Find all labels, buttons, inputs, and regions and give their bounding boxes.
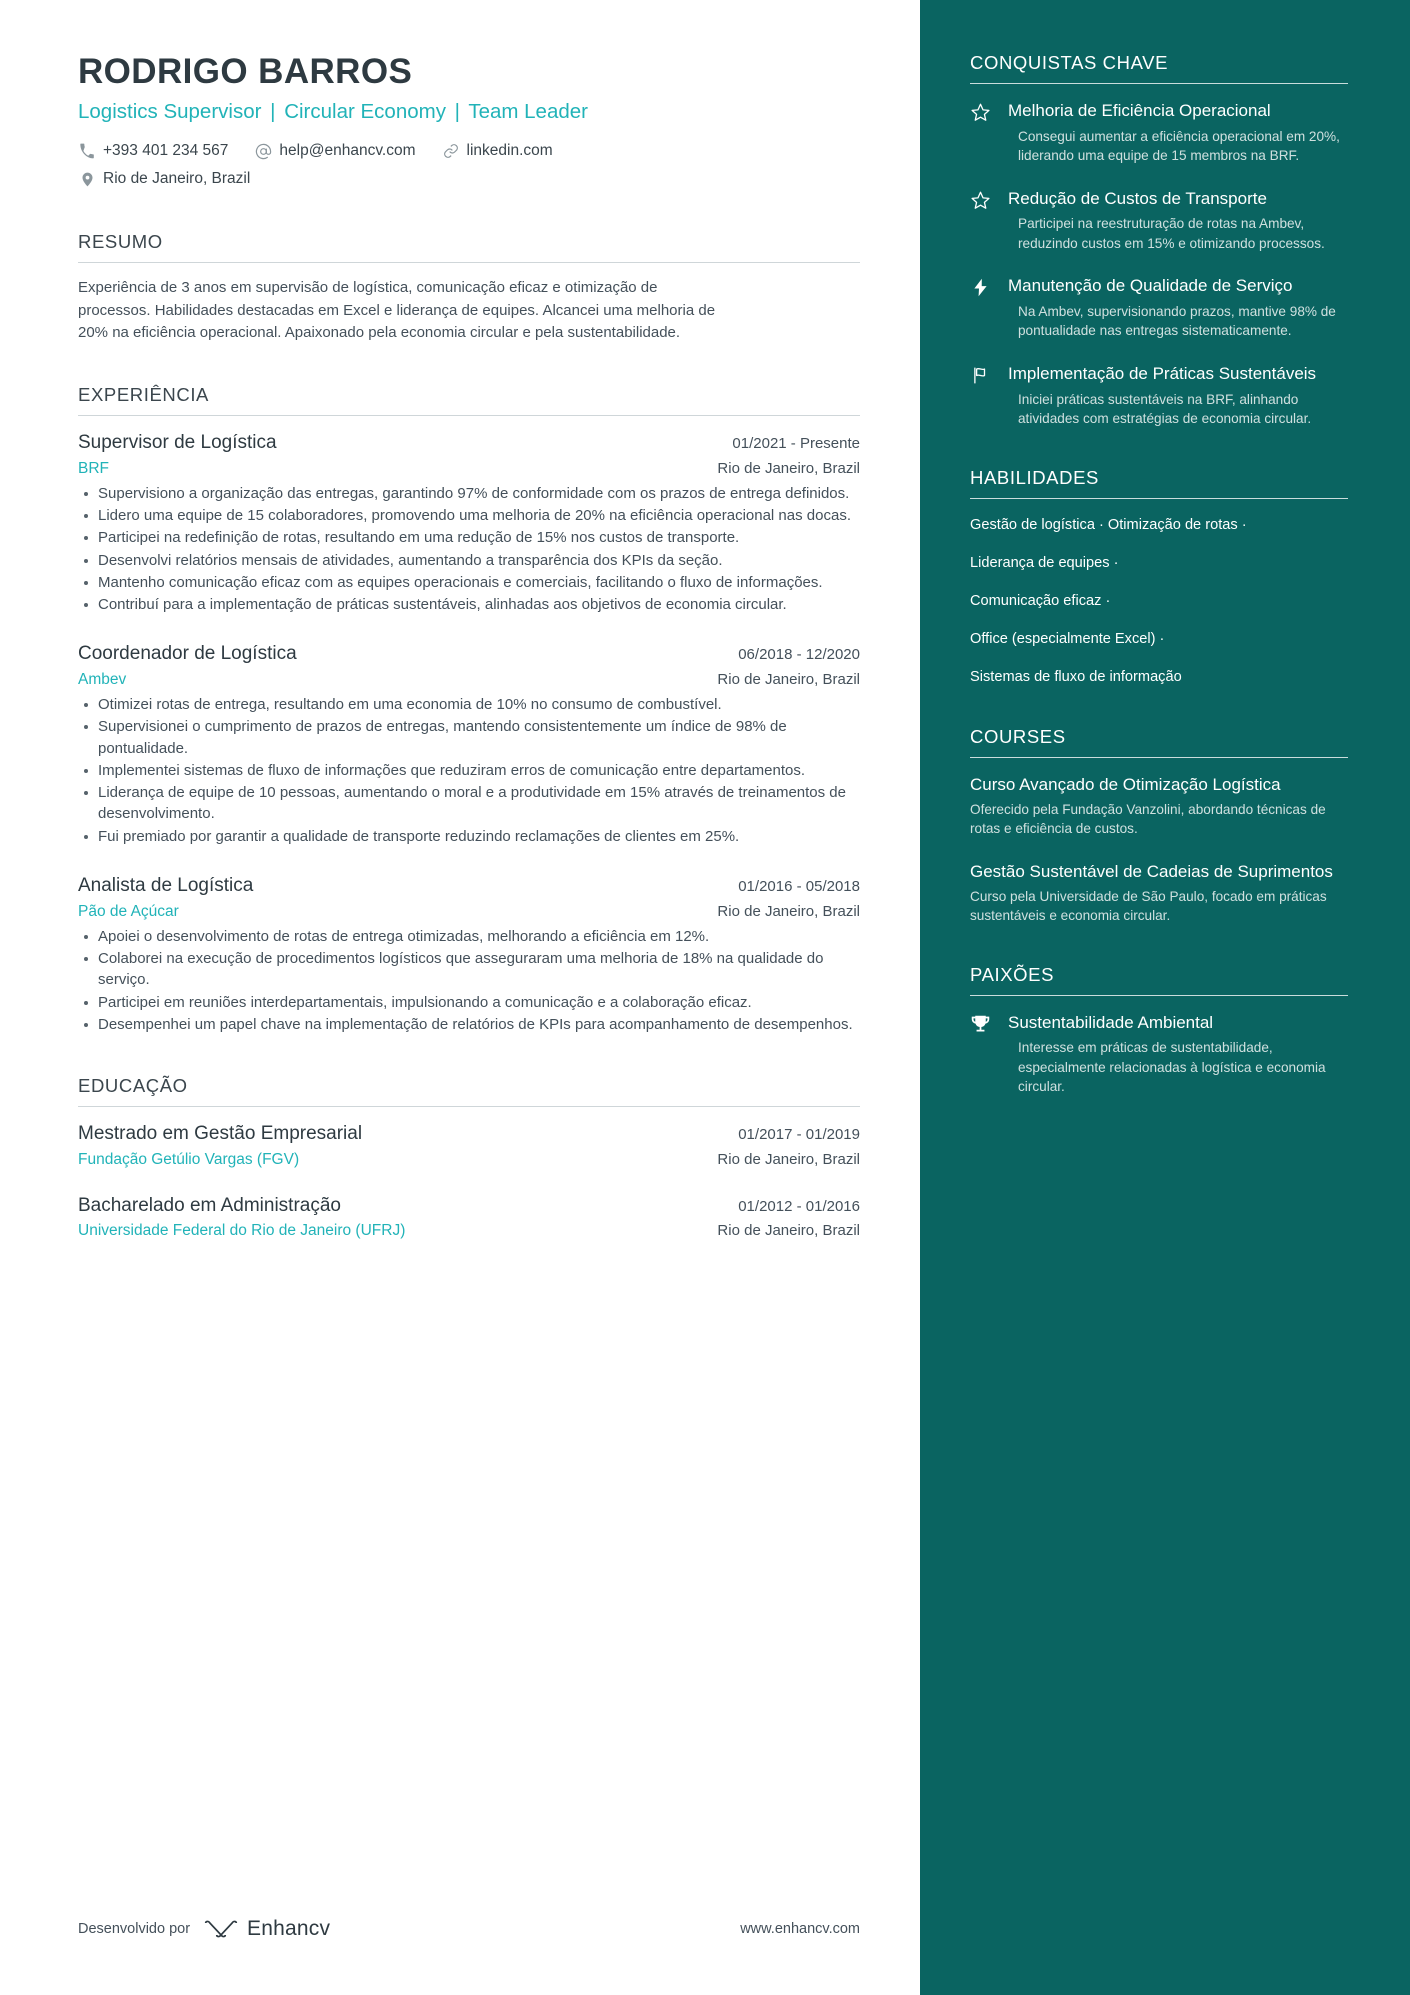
experience-entry xyxy=(78,873,860,1035)
achievement-item xyxy=(970,275,1348,341)
education-entry-header xyxy=(78,1121,860,1148)
achievements-heading: CONQUISTAS CHAVE xyxy=(970,52,1169,73)
experience-entry xyxy=(78,430,860,615)
contact-row-primary xyxy=(78,139,860,164)
passion-description: Interesse em práticas de sustentabilidade, especialmente relacionadas à logística e economia circular. xyxy=(1018,1040,1326,1095)
skill-line: Gestão de logística · Otimização de rotas · xyxy=(970,516,1247,533)
experience-bullet: Supervisiono a organização das entregas, garantindo 97% de conformidade com os prazos de entrega definidos. xyxy=(78,483,860,504)
bolt-icon xyxy=(970,277,996,298)
experience-role: Supervisor de Logística xyxy=(78,432,277,454)
contact-location xyxy=(78,167,250,192)
course-description: Oferecido pela Fundação Vanzolini, abordando técnicas de rotas e eficiência de custos. xyxy=(970,802,1326,837)
achievement-title: Redução de Custos de Transporte xyxy=(1008,188,1267,208)
section-skills xyxy=(970,467,1348,689)
experience-dates: 01/2016 - 05/2018 xyxy=(738,878,860,896)
education-location: Rio de Janeiro, Brazil xyxy=(717,1150,860,1168)
experience-bullet: Desenvolvi relatórios mensais de atividades, aumentando a transparência dos KPIs da seção. xyxy=(78,550,860,571)
experience-bullet: Liderança de equipe de 10 pessoas, aumentando o moral e a produtividade em 15% através de treinamentos de desenvolvimento. xyxy=(78,782,860,825)
education-heading: EDUCAÇÃO xyxy=(78,1075,188,1097)
contact-phone[interactable] xyxy=(78,139,228,164)
experience-dates: 06/2018 - 12/2020 xyxy=(738,646,860,664)
education-entry xyxy=(78,1121,860,1169)
star-icon xyxy=(970,102,996,123)
education-entry-subheader xyxy=(78,1151,860,1169)
section-summary xyxy=(78,231,860,344)
experience-entry xyxy=(78,641,860,847)
achievement-description: Participei na reestruturação de rotas na Ambev, reduzindo custos em 15% e otimizando processos. xyxy=(1018,216,1325,251)
course-title: Gestão Sustentável de Cadeias de Suprimentos xyxy=(970,861,1333,881)
headline xyxy=(78,99,860,125)
skills-divider xyxy=(970,498,1348,499)
achievement-body xyxy=(1008,363,1348,429)
skills-list xyxy=(970,515,1348,689)
course-title: Curso Avançado de Otimização Logística xyxy=(970,775,1281,795)
footer-branding xyxy=(78,1917,330,1941)
experience-company[interactable]: Ambev xyxy=(78,671,127,688)
experience-bullet: Mantenho comunicação eficaz com as equipes operacionais e comerciais, facilitando o fluxo de informações. xyxy=(78,572,860,593)
headline-separator-1: | xyxy=(270,100,276,124)
experience-company[interactable]: BRF xyxy=(78,459,109,477)
experience-entry-header xyxy=(78,873,860,900)
summary-text: Experiência de 3 anos em supervisão de logística, comunicação eficaz e otimização de processos. Habilidades destacadas em Excel e liderança de equipes. Alcancei uma melhoria de 20% na eficiência operacional. Apaixonado pela economia circular e pela sustentabilidade. xyxy=(78,279,716,341)
education-entry xyxy=(78,1193,860,1241)
achievement-item xyxy=(970,363,1348,429)
course-item xyxy=(970,861,1348,926)
course-item xyxy=(970,774,1348,839)
experience-bullets xyxy=(78,926,860,1035)
contact-location-text: Rio de Janeiro, Brazil xyxy=(103,169,251,187)
education-degree: Bacharelado em Administração xyxy=(78,1194,341,1216)
achievement-description: Consegui aumentar a eficiência operacional em 20%, liderando uma equipe de 15 membros na BRF. xyxy=(1018,128,1340,164)
experience-heading: EXPERIÊNCIA xyxy=(78,384,209,406)
sidebar xyxy=(920,0,1410,1995)
education-divider xyxy=(78,1106,860,1107)
experience-bullet: Participei na redefinição de rotas, resultando em uma redução de 15% nos custos de transporte. xyxy=(78,527,860,548)
experience-location: Rio de Janeiro, Brazil xyxy=(717,459,860,477)
experience-bullet: Contribuí para a implementação de práticas sustentáveis, alinhadas aos objetivos de economia circular. xyxy=(78,594,860,615)
page-title: RODRIGO BARROS xyxy=(78,52,413,91)
star-icon xyxy=(970,190,996,211)
section-achievements xyxy=(970,52,1348,429)
flag-icon xyxy=(970,365,996,386)
experience-entry-header xyxy=(78,430,860,457)
passions-list xyxy=(970,1012,1348,1097)
contact-link[interactable] xyxy=(442,139,553,164)
footer xyxy=(78,1917,860,1941)
achievement-title: Manutenção de Qualidade de Serviço xyxy=(1008,276,1293,296)
experience-bullet: Fui premiado por garantir a qualidade de transporte reduzindo reclamações de clientes em 25%. xyxy=(78,826,860,847)
passion-title: Sustentabilidade Ambiental xyxy=(1008,1012,1214,1032)
courses-list xyxy=(970,774,1348,925)
experience-bullets xyxy=(78,483,860,616)
summary-divider xyxy=(78,262,860,263)
passions-divider xyxy=(970,995,1348,996)
experience-entry-subheader xyxy=(78,903,860,921)
section-courses xyxy=(970,726,1348,925)
education-school[interactable]: Universidade Federal do Rio de Janeiro (UFRJ) xyxy=(78,1222,406,1240)
achievement-body xyxy=(1008,100,1348,166)
education-dates: 01/2017 - 01/2019 xyxy=(738,1126,860,1144)
achievement-title: Melhoria de Eficiência Operacional xyxy=(1008,101,1271,120)
contact-link-text: linkedin.com xyxy=(466,141,553,159)
map-pin-icon xyxy=(78,170,96,188)
contact-row-location xyxy=(78,167,860,192)
experience-company[interactable]: Pão de Açúcar xyxy=(78,902,179,920)
experience-bullet: Lidero uma equipe de 15 colaboradores, promovendo uma melhoria de 20% na eficiência operacional nas docas. xyxy=(78,505,860,526)
section-experience xyxy=(78,384,860,1035)
experience-list xyxy=(78,430,860,1035)
education-degree: Mestrado em Gestão Empresarial xyxy=(78,1123,363,1145)
education-entry-subheader xyxy=(78,1222,860,1240)
link-icon xyxy=(442,142,460,160)
achievement-item xyxy=(970,100,1348,166)
achievement-title: Implementação de Práticas Sustentáveis xyxy=(1008,363,1317,383)
experience-role: Coordenador de Logística xyxy=(78,643,297,665)
achievement-description: Iniciei práticas sustentáveis na BRF, alinhando atividades com estratégias de economia circular. xyxy=(1018,391,1312,427)
summary-heading: RESUMO xyxy=(78,231,163,253)
education-entry-header xyxy=(78,1193,860,1220)
headline-part-1: Logistics Supervisor xyxy=(78,100,262,124)
contact-email[interactable] xyxy=(254,139,415,164)
courses-divider xyxy=(970,757,1348,758)
education-dates: 01/2012 - 01/2016 xyxy=(738,1197,860,1215)
footer-developed-by: Desenvolvido por xyxy=(78,1921,191,1937)
education-list xyxy=(78,1121,860,1240)
experience-role: Analista de Logística xyxy=(78,875,254,897)
achievement-item xyxy=(970,188,1348,254)
experience-entry-subheader xyxy=(78,671,860,689)
section-passions xyxy=(970,964,1348,1097)
section-education xyxy=(78,1075,860,1240)
experience-bullet: Participei em reuniões interdepartamentais, impulsionando a comunicação e a colaboração eficaz. xyxy=(78,992,860,1013)
education-location: Rio de Janeiro, Brazil xyxy=(717,1222,860,1240)
headline-part-3: Team Leader xyxy=(468,100,588,124)
passions-heading: PAIXÕES xyxy=(970,963,1055,985)
achievement-body xyxy=(1008,188,1348,254)
experience-bullet: Otimizei rotas de entrega, resultando em uma economia de 10% no consumo de combustível. xyxy=(78,694,860,715)
skill-line: Liderança de equipes · xyxy=(970,554,1119,571)
trophy-icon xyxy=(970,1014,996,1040)
passion-item xyxy=(970,1012,1348,1097)
headline-part-2: Circular Economy xyxy=(284,100,446,124)
phone-icon xyxy=(78,142,96,160)
achievements-divider xyxy=(970,83,1348,84)
experience-bullet: Colaborei na execução de procedimentos logísticos que asseguraram uma melhoria de 18% na qualidade do serviço. xyxy=(78,948,860,991)
achievement-body xyxy=(1008,275,1348,341)
experience-bullet: Desempenhei um papel chave na implementação de relatórios de KPIs para acompanhamento de desempenhos. xyxy=(78,1014,860,1035)
achievements-list xyxy=(970,100,1348,429)
headline-separator-2: | xyxy=(454,100,460,124)
footer-website[interactable]: www.enhancv.com xyxy=(740,1921,860,1937)
at-sign-icon xyxy=(254,142,272,160)
experience-bullet: Supervisionei o cumprimento de prazos de entregas, mantendo consistentemente um índice de 98% de pontualidade. xyxy=(78,716,860,759)
skills-heading: HABILIDADES xyxy=(970,466,1099,488)
skill-line: Comunicação eficaz · xyxy=(970,592,1111,609)
course-description: Curso pela Universidade de São Paulo, focado em práticas sustentáveis e economia circular. xyxy=(970,888,1327,924)
education-school[interactable]: Fundação Getúlio Vargas (FGV) xyxy=(78,1150,300,1168)
footer-brand-name: Enhancv xyxy=(247,1917,331,1940)
passion-body xyxy=(1008,1012,1348,1097)
experience-dates: 01/2021 - Presente xyxy=(732,435,860,453)
experience-bullet: Apoiei o desenvolvimento de rotas de entrega otimizadas, melhorando a eficiência em 12%. xyxy=(78,926,860,947)
experience-bullet: Implementei sistemas de fluxo de informações que reduziram erros de comunicação entre departamentos. xyxy=(78,760,860,781)
achievement-description: Na Ambev, supervisionando prazos, mantive 98% de pontualidade nas entregas sistematicamente. xyxy=(1018,304,1336,339)
skill-line: Office (especialmente Excel) · xyxy=(970,630,1165,647)
experience-location: Rio de Janeiro, Brazil xyxy=(717,671,860,688)
contact-phone-text: +393 401 234 567 xyxy=(103,141,229,159)
experience-entry-subheader xyxy=(78,460,860,478)
experience-divider xyxy=(78,415,860,416)
experience-bullets xyxy=(78,694,860,847)
courses-heading: COURSES xyxy=(970,726,1066,748)
enhancv-logo-icon xyxy=(204,1919,238,1939)
contact-email-text: help@enhancv.com xyxy=(279,141,416,159)
skill-line: Sistemas de fluxo de informação xyxy=(970,669,1182,686)
experience-location: Rio de Janeiro, Brazil xyxy=(717,902,860,920)
experience-entry-header xyxy=(78,641,860,668)
